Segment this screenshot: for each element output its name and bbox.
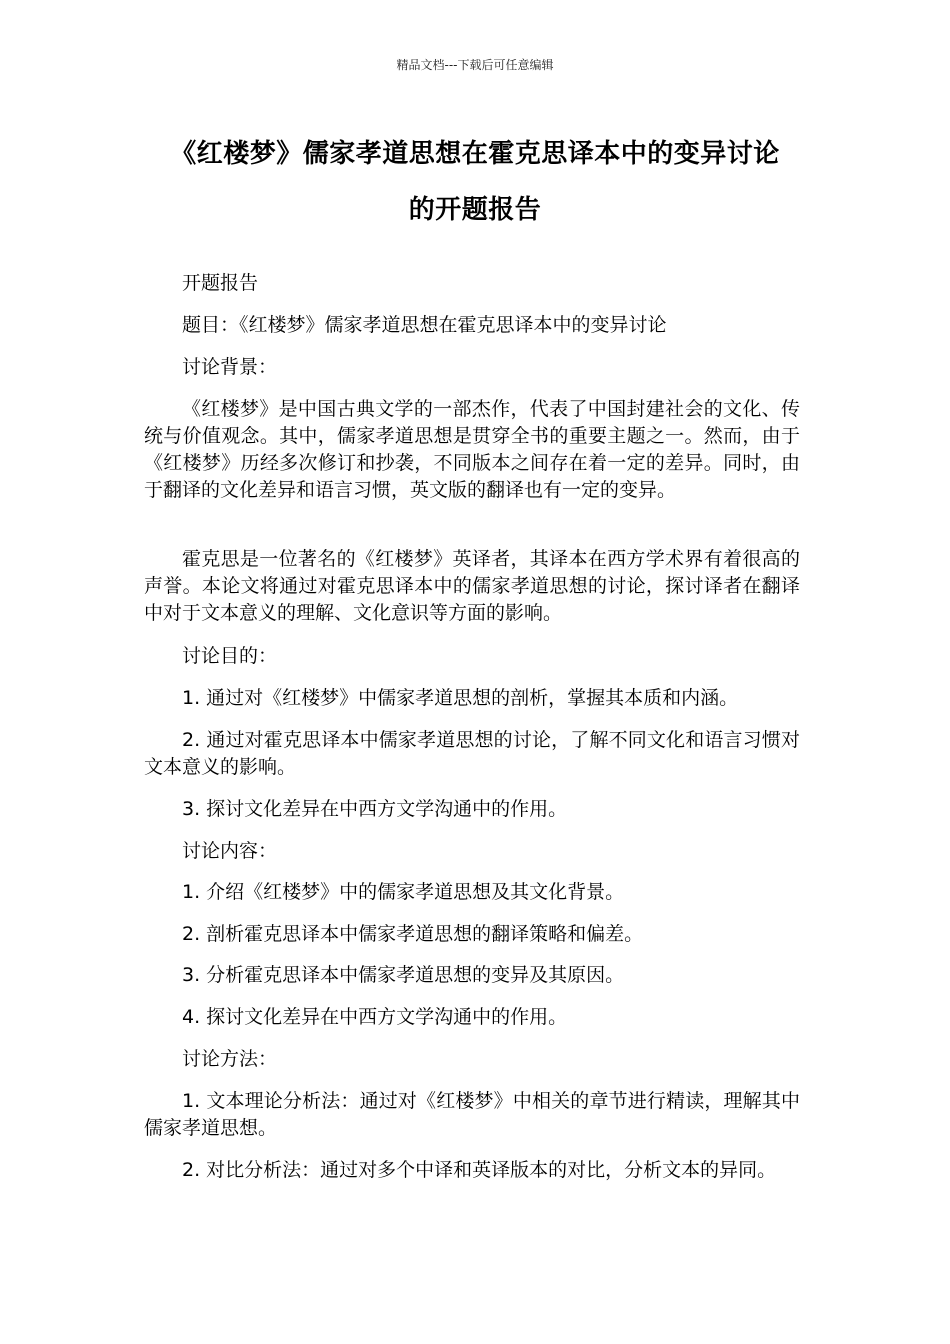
content-item-3: 3. 分析霍克思译本中儒家孝道思想的变异及其原因。: [182, 964, 625, 986]
topic-line: 题目：《红楼梦》儒家孝道思想在霍克思译本中的变异讨论: [182, 314, 667, 336]
header-note: 精品文档---下载后可任意编辑: [396, 58, 554, 72]
label-content: 讨论内容：: [182, 840, 278, 862]
purpose-item-3: 3. 探讨文化差异在中西方文学沟通中的作用。: [182, 798, 568, 820]
background-paragraph-2: 霍克思是一位著名的《红楼梦》英译者，其译本在西方学术界有着很高的声誉。本论文将通过对霍克思译本中的儒家孝道思想的讨论，探讨译者在翻译中对于文本意义的理解、文化意识等方面的影响。: [144, 548, 800, 624]
purpose-item-1: 1. 通过对《红楼梦》中儒家孝道思想的剖析，掌握其本质和内涵。: [182, 687, 739, 709]
label-report: 开题报告: [182, 272, 259, 294]
label-background: 讨论背景：: [182, 356, 278, 378]
label-purpose: 讨论目的：: [182, 645, 278, 667]
method-item-2: 2. 对比分析法：通过对多个中译和英译版本的对比，分析文本的异同。: [182, 1159, 777, 1181]
background-paragraph-1: 《红楼梦》是中国古典文学的一部杰作，代表了中国封建社会的文化、传统与价值观念。其中，儒家孝道思想是贯穿全书的重要主题之一。然而，由于《红楼梦》历经多次修订和抄袭，不同版本之间存在着一定的差异。同时，由于翻译的文化差异和语言习惯，英文版的翻译也有一定的变异。: [144, 398, 800, 501]
content-item-2: 2. 剖析霍克思译本中儒家孝道思想的翻译策略和偏差。: [182, 923, 644, 945]
purpose-item-2: 2. 通过对霍克思译本中儒家孝道思想的讨论，了解不同文化和语言习惯对文本意义的影响。: [144, 729, 800, 778]
method-item-1: 1. 文本理论分析法：通过对《红楼梦》中相关的章节进行精读，理解其中儒家孝道思想。: [144, 1090, 800, 1139]
document-title-line-1: 《红楼梦》儒家孝道思想在霍克思译本中的变异讨论: [170, 139, 780, 169]
label-method: 讨论方法：: [182, 1048, 278, 1070]
content-item-1: 1. 介绍《红楼梦》中的儒家孝道思想及其文化背景。: [182, 881, 625, 903]
content-item-4: 4. 探讨文化差异在中西方文学沟通中的作用。: [182, 1006, 568, 1028]
document-title-line-2: 的开题报告: [408, 195, 542, 225]
